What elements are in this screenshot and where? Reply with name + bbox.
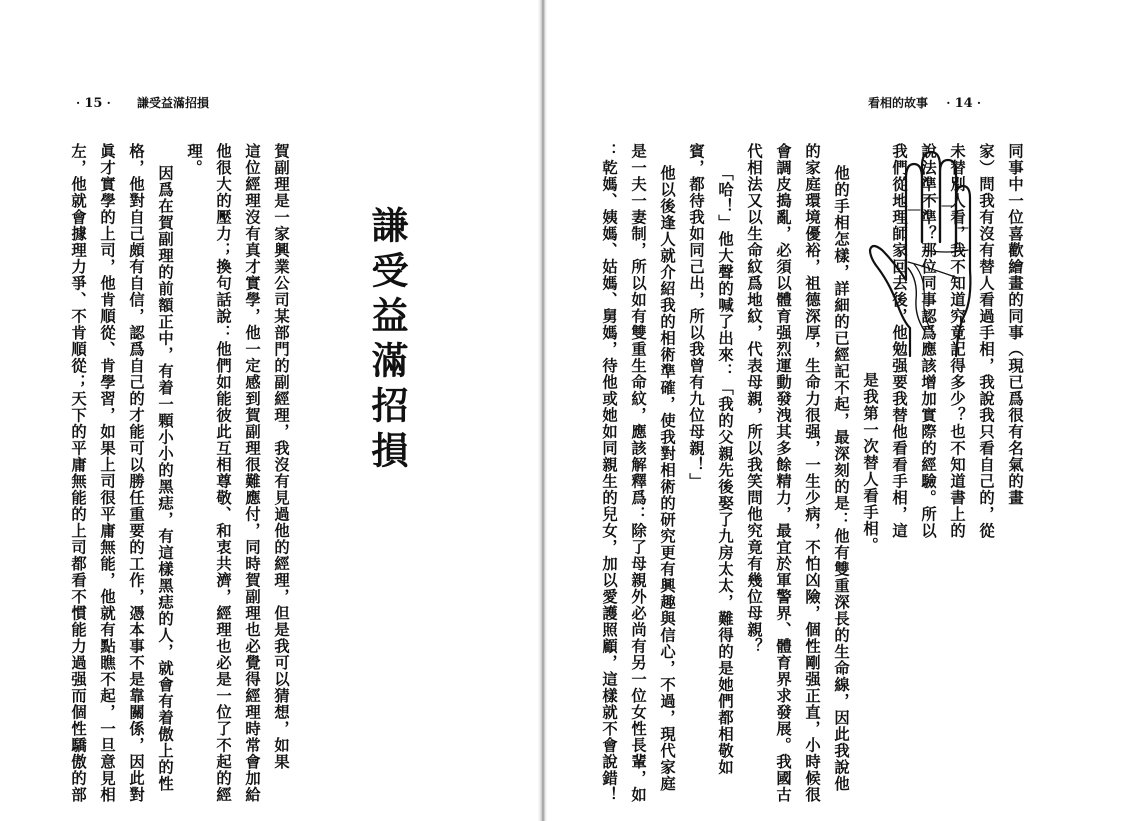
right-page (548, 0, 1123, 821)
text-column: 這位經理沒有真才實學，他一定感到賀副理很難應付，同時賀副理也必覺得經理時常會加給 (243, 143, 261, 803)
text-column: 是一夫一妻制，所以如有雙重生命紋，應該解釋爲：除了母親外必尚有另一位女性長輩，如 (629, 143, 647, 803)
text-column: 左，他就會據理力爭、不肯順從；天下的平庸無能的上司都看不慣能力過强而個性驕傲的部 (69, 143, 87, 803)
text-column: 因爲在賀副理的前額正中，有着一顆小小的黑痣，有這樣黑痣的人，就會有着傲上的性 (156, 165, 174, 792)
page-number: 14 (954, 96, 973, 111)
text-column: 理。 (185, 143, 203, 176)
text-column: 家）問我有沒有替人看過手相，我說我只看自己的，從 (977, 143, 995, 539)
text-column: 格，他對自己頗有自信，認爲自己的才能可以勝任重要的工作，憑本事不是靠關係，因此對 (127, 143, 145, 803)
text-column: 賀副理是一家興業公司某部門的副經理，我沒有見過他的經理，但是我可以猜想，如果 (272, 143, 290, 770)
text-column: 代相法又以生命紋爲地紋，代表母親，所以我笑問他究竟有幾位母親？ (745, 143, 763, 655)
running-title: 謙受益滿招損 (137, 96, 210, 110)
text-column: 眞才實學的上司，他肯順從、肯學習，如果上司很平庸無能，他就有點瞧不起，一旦意見相 (98, 143, 116, 803)
text-column: 他以後逢人就介紹我的相術準確，使我對相術的研究更有興趣與信心，不過，現代家庭 (658, 165, 676, 792)
text-column: ：乾媽、姨媽、姑媽、舅媽，待他或她如同親生的兒女，加以愛護照顧，這樣就不會說錯！ (600, 143, 618, 803)
book-gutter (538, 0, 547, 821)
text-column: 他的手相怎樣，詳細的已經記不起，最深刻的是：他有雙重深長的生命線，因此我說他 (832, 165, 850, 792)
chapter-title: 謙受益滿招損 (365, 206, 409, 476)
left-page (0, 0, 540, 821)
text-column: 他很大的壓力；換句話說：他們如能彼此互相尊敬、和衷共濟，經理也必是一位了不起的經 (214, 143, 232, 803)
text-column: 會調皮搗亂，必須以體育强烈運動發洩其多餘精力，最宜於軍警界、體育界求發展。我國古 (774, 143, 792, 803)
text-column: 說法準不準？那位同事認爲應該增加實際的經驗。所以 (919, 143, 937, 539)
text-column: 同事中一位喜歡繪畫的同事（現已爲很有名氣的畫 (1006, 143, 1024, 506)
right-page-header: 看相的故事 · 14 · (868, 96, 982, 111)
text-column: 是我第一次替人看手相。 (861, 372, 879, 554)
text-column: 我們從地理師家回去後，他勉强要我替他看看手相，這 (890, 143, 908, 539)
text-column: 的家庭環境優裕，祖德深厚，生命力很强，一生少病，不怕凶險，個性剛强正直，小時候很 (803, 143, 821, 803)
text-column: 未替別人看，我不知道究竟記得多少？也不知道書上的 (948, 143, 966, 539)
left-page-header: · 15 · 謙受益滿招損 (76, 96, 210, 111)
text-column: 賓，都待我如同己出，所以我曾有九位母親！」 (687, 143, 705, 490)
text-column: 「哈！」他大聲的喊了出來：「我的父親先後娶了九房太太，難得的是她們都相敬如 (716, 165, 734, 776)
running-title: 看相的故事 (868, 96, 929, 110)
page-number: 15 (84, 96, 103, 111)
